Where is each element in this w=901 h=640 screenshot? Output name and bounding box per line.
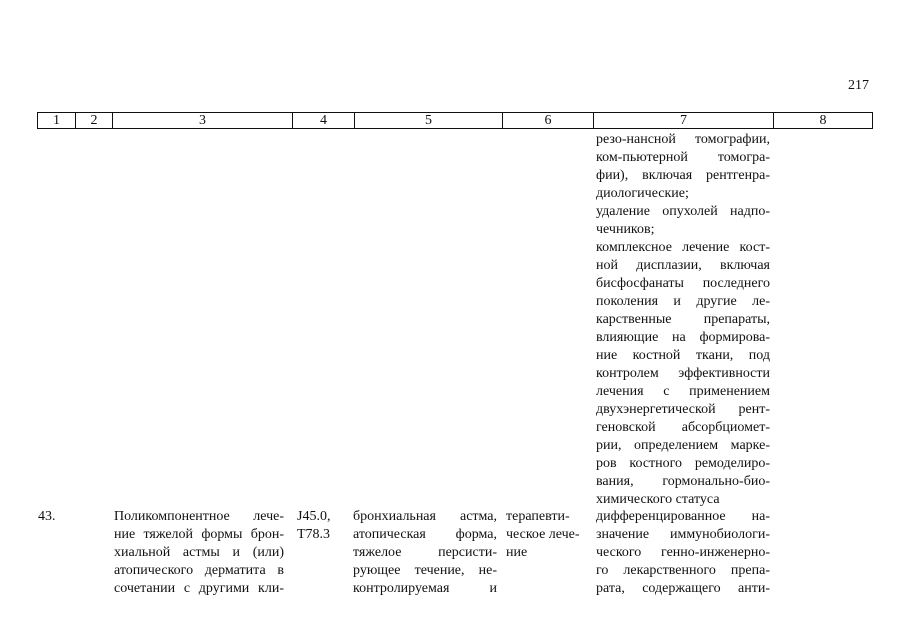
text-line: рата, содержащего анти- <box>596 581 770 596</box>
text-line: карственные препараты, <box>596 312 770 327</box>
text-line: рующее течение, не- <box>353 563 497 578</box>
row-43-col4-codes <box>297 508 349 544</box>
text-line: ной дисплазии, включая <box>596 258 770 273</box>
column-header-1: 1 <box>38 113 76 129</box>
text-line: ров костного ремоделиро- <box>596 456 770 471</box>
text-line: дифференцированное на- <box>596 509 770 524</box>
row-43-col7-text <box>596 508 770 598</box>
text-line: химического статуса <box>596 492 720 507</box>
text-line: бронхиальная астма, <box>353 509 497 524</box>
text-line: диологические; <box>596 186 689 201</box>
text-line: Поликомпонентное лече- <box>114 509 284 524</box>
text-line: чечников; <box>596 222 655 237</box>
text-line: ние <box>506 545 528 560</box>
column-header-4: 4 <box>293 113 355 129</box>
row-43-col5-text <box>353 508 497 598</box>
text-line: ческого генно-инженерно- <box>596 545 770 560</box>
text-line: го лекарственного препа- <box>596 563 770 578</box>
text-line: двухэнергетической рент- <box>596 402 770 417</box>
text-line: тяжелое персисти- <box>353 545 497 560</box>
page-number: 217 <box>848 78 869 93</box>
text-line: ние тяжелой формы брон- <box>114 527 284 542</box>
column-header-7: 7 <box>594 113 774 129</box>
row-43-col6-text <box>506 508 590 562</box>
column-header-2: 2 <box>76 113 113 129</box>
text-line: атопическая форма, <box>353 527 497 542</box>
text-line: значение иммунобиологи- <box>596 527 770 542</box>
column-header-5: 5 <box>355 113 503 129</box>
text-line: резо-нансной томографии, <box>596 132 770 147</box>
text-line: J45.0, <box>297 509 331 524</box>
row-43-number: 43. <box>38 509 56 524</box>
text-line: T78.3 <box>297 527 331 542</box>
text-line: геновской абсорбциомет- <box>596 420 770 435</box>
continuation-col7-text <box>596 131 770 509</box>
text-line: атопического дерматита в <box>114 563 284 578</box>
text-line: хиальной астмы и (или) <box>114 545 284 560</box>
column-header-6: 6 <box>503 113 594 129</box>
text-line: удаление опухолей надпо- <box>596 204 770 219</box>
text-line: терапевти- <box>506 509 570 524</box>
column-header-row <box>37 112 873 129</box>
text-line: бисфосфанаты последнего <box>596 276 770 291</box>
text-line: влияющие на формирова- <box>596 330 770 345</box>
column-header-3: 3 <box>113 113 293 129</box>
text-line: ческое лече- <box>506 527 580 542</box>
text-line: рии, определением марке- <box>596 438 770 453</box>
text-line: сочетании с другими кли- <box>114 581 284 596</box>
text-line: комплексное лечение кост- <box>596 240 770 255</box>
column-header-8: 8 <box>774 113 873 129</box>
text-line: контролем эффективности <box>596 366 770 381</box>
text-line: лечения с применением <box>596 384 770 399</box>
text-line: ние костной ткани, под <box>596 348 770 363</box>
text-line: ком-пьютерной томогра- <box>596 150 770 165</box>
row-43-col3-text <box>114 508 284 598</box>
text-line: фии), включая рентгенра- <box>596 168 770 183</box>
text-line: контролируемая и <box>353 581 497 596</box>
text-line: поколения и другие ле- <box>596 294 770 309</box>
text-line: вания, гормонально-био- <box>596 474 770 489</box>
